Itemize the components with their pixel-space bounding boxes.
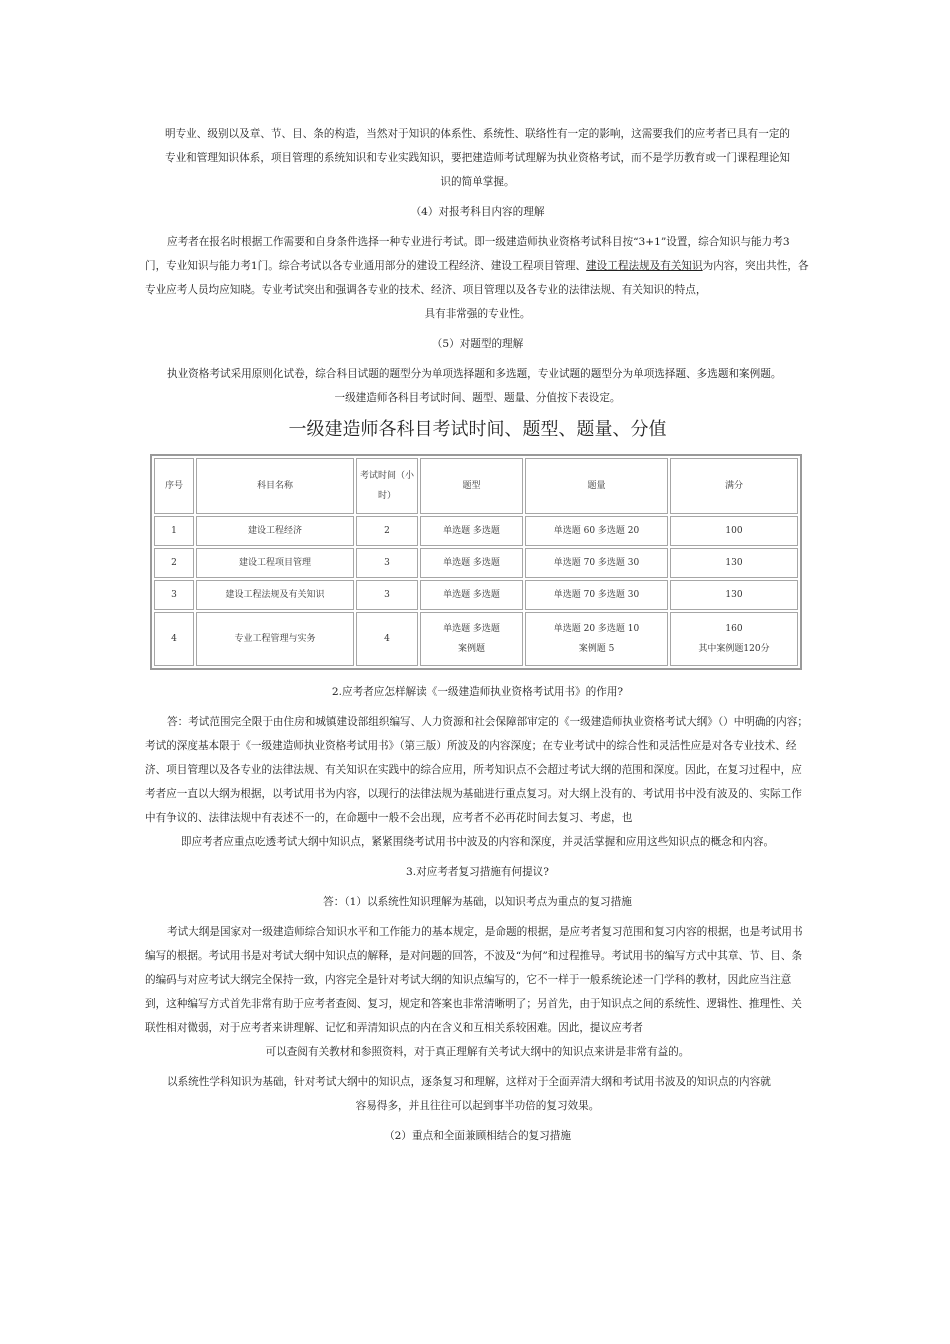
header-time-line-2: 时） [377,491,396,501]
question-3-paragraph-1: 考试大纲是国家对一级建造师综合知识水平和工作能力的基本规定，是命题的根据，是应考者复习范围和复习内容的根据，也是考试用书编写的根据。考试用书是对考试大纲中知识点的解释，是对问题的回答，不波及“为何”和过程推导。考试用书的编写方式中其章、节、目、条的编码与对应考试大纲完全保持一致，内容完全是针对考试大纲的知识点编写的，它不一样于一般系统论述一门学科的教材，因此应当注意到，这种编写方式首先非常有助于应考者查阅、复习，规定和答案也非常清晰明了；另首先，由于知识点之间的系统性、逻辑性、推理性、关联性相对微弱，对于应考者来讲理解、记忆和弄清知识点的内在含义和互相关系较困难。因此，提议应考者 [145,926,803,1034]
cell-count: 单选题 70 多选题 30 [525,548,668,578]
header-time [356,458,418,514]
section-4-text-b: 为内容，突出共性，各专业应考人员均应知晓。专业考试突出和强调各专业的技术、经济、项目管理以及各专业的法律法规、有关知识的特点， [145,260,809,296]
cell-count-line-1: 单选题 20 多选题 10 [553,624,640,634]
table-row [154,548,798,578]
exam-table [150,454,802,670]
table-row [154,612,798,666]
cell-type: 单选题 多选题 [420,548,523,578]
cell-time: 3 [356,548,418,578]
cell-no: 4 [154,612,194,666]
question-2-last-line: 即应考者应重点吃透考试大纲中知识点，紧紧围绕考试用书中波及的内容和深度，并灵活掌握和应用这些知识点的概念和内容。 [180,836,775,848]
header-no: 序号 [154,458,194,514]
cell-type: 单选题 多选题 [420,516,523,546]
cell-name: 建设工程项目管理 [196,548,354,578]
cell-type-line-1: 单选题 多选题 [443,624,500,634]
table-title: 一级建造师各科目考试时间、题型、题量、分值 [288,419,667,440]
question-3-paragraph-2: 以系统性学科知识为基础，针对考试大纲中的知识点，逐条复习和理解，这样对于全面弄清大纲和考试用书波及的知识点的内容就 [167,1076,771,1088]
header-name: 科目名称 [196,458,354,514]
question-3-answer-heading: 答：（1）以系统性知识理解为基础，以知识考点为重点的复习措施 [323,896,632,908]
section-5-line-2: 一级建造师各科目考试时间、题型、题量、分值按下表设定。 [334,392,621,404]
question-3-paragraph-1-last: 可以查阅有关教材和参照资料，对于真正理解有关考试大纲中的知识点来讲是非常有益的。 [265,1046,690,1058]
cell-no: 1 [154,516,194,546]
intro-line-3: 识的简单掌握。 [440,176,515,188]
cell-time: 2 [356,516,418,546]
cell-count-line-2: 案例题 5 [578,644,615,654]
header-type: 题型 [420,458,523,514]
cell-score: 130 [670,548,798,578]
section-4-last-line: 具有非常强的专业性。 [424,308,531,320]
section-5-line-1: 执业资格考试采用原则化试卷，综合科目试题的题型分为单项选择题和多选题，专业试题的题型分为单项选择题、多选题和案例题。 [167,368,782,380]
cell-type-line-2: 案例题 [457,644,485,654]
cell-score-line-2: 其中案例题120分 [698,644,770,654]
cell-score: 100 [670,516,798,546]
section-4-text-a: 应考者在报名时根据工作需要和自身条件选择一种专业进行考试。即一级建造师执业资格考试科目按“3+1”设置，综合知识与能力考3门，专业知识与能力考1门。综合考试以各专业通用部分的建设工程经济、建设工程项目管理、 [145,236,790,272]
header-score: 满分 [670,458,798,514]
cell-score [670,612,798,666]
cell-score: 130 [670,580,798,610]
header-count: 题量 [525,458,668,514]
cell-type: 单选题 多选题 [420,580,523,610]
cell-score-line-1: 160 [725,624,743,634]
document-page [145,122,810,1148]
intro-line-1: 明专业、级别以及章、节、目、条的构造，当然对于知识的体系性、系统性、联络性有一定的影响，这需要我们的应考者已具有一定的 [164,128,791,140]
cell-count: 单选题 70 多选题 30 [525,580,668,610]
law-knowledge-link[interactable]: 建设工程法规及有关知识 [586,260,703,272]
section-5-heading: （5）对题型的理解 [431,338,524,350]
question-2-body: 答：考试范围完全限于由住房和城镇建设部组织编写、人力资源和社会保障部审定的《一级建造师执业资格考试大纲》（）中明确的内容；考试的深度基本限于《一级建造师执业资格考试用书》（第三版）所波及的内容深度；在专业考试中的综合性和灵活性应是对各专业技术、经济、项目管理以及各专业的法律法规、有关知识在实践中的综合应用，所考知识点不会超过考试大纲的范围和深度。因此，在复习过程中，应考者应一直以大纲为根据，以考试用书为内容，以现行的法律法规为基础进行重点复习。对大纲上没有的、考试用书中没有波及的、实际工作中有争议的、法律法规中有表述不一的，在命题中一般不会出现，应考者不必再花时间去复习、考虑，也 [145,716,808,824]
cell-type [420,612,523,666]
cell-time: 3 [356,580,418,610]
header-time-line-1: 考试时间（小 [360,471,415,481]
cell-no: 3 [154,580,194,610]
cell-name: 建设工程经济 [196,516,354,546]
cell-count [525,612,668,666]
question-2-heading: 2.应考者应怎样解读《一级建造师执业资格考试用书》的作用? [331,686,624,698]
table-header-row [154,458,798,514]
question-3-subheading-2: （2）重点和全面兼顾相结合的复习措施 [384,1130,571,1142]
cell-no: 2 [154,548,194,578]
question-3-paragraph-2-last: 容易得多，并且往往可以起到事半功倍的复习效果。 [355,1100,600,1112]
intro-line-2: 专业和管理知识体系，项目管理的系统知识和专业实践知识，要把建造师考试理解为执业资格考试，而不是学历教育或一门课程理论知 [164,152,791,164]
table-row [154,516,798,546]
table-row [154,580,798,610]
cell-name: 建设工程法规及有关知识 [196,580,354,610]
section-4-heading: （4）对报考科目内容的理解 [410,206,545,218]
section-4-paragraph [145,230,810,302]
cell-time: 4 [356,612,418,666]
cell-count: 单选题 60 多选题 20 [525,516,668,546]
question-3-heading: 3.对应考者复习措施有何提议? [406,866,549,878]
cell-name: 专业工程管理与实务 [196,612,354,666]
